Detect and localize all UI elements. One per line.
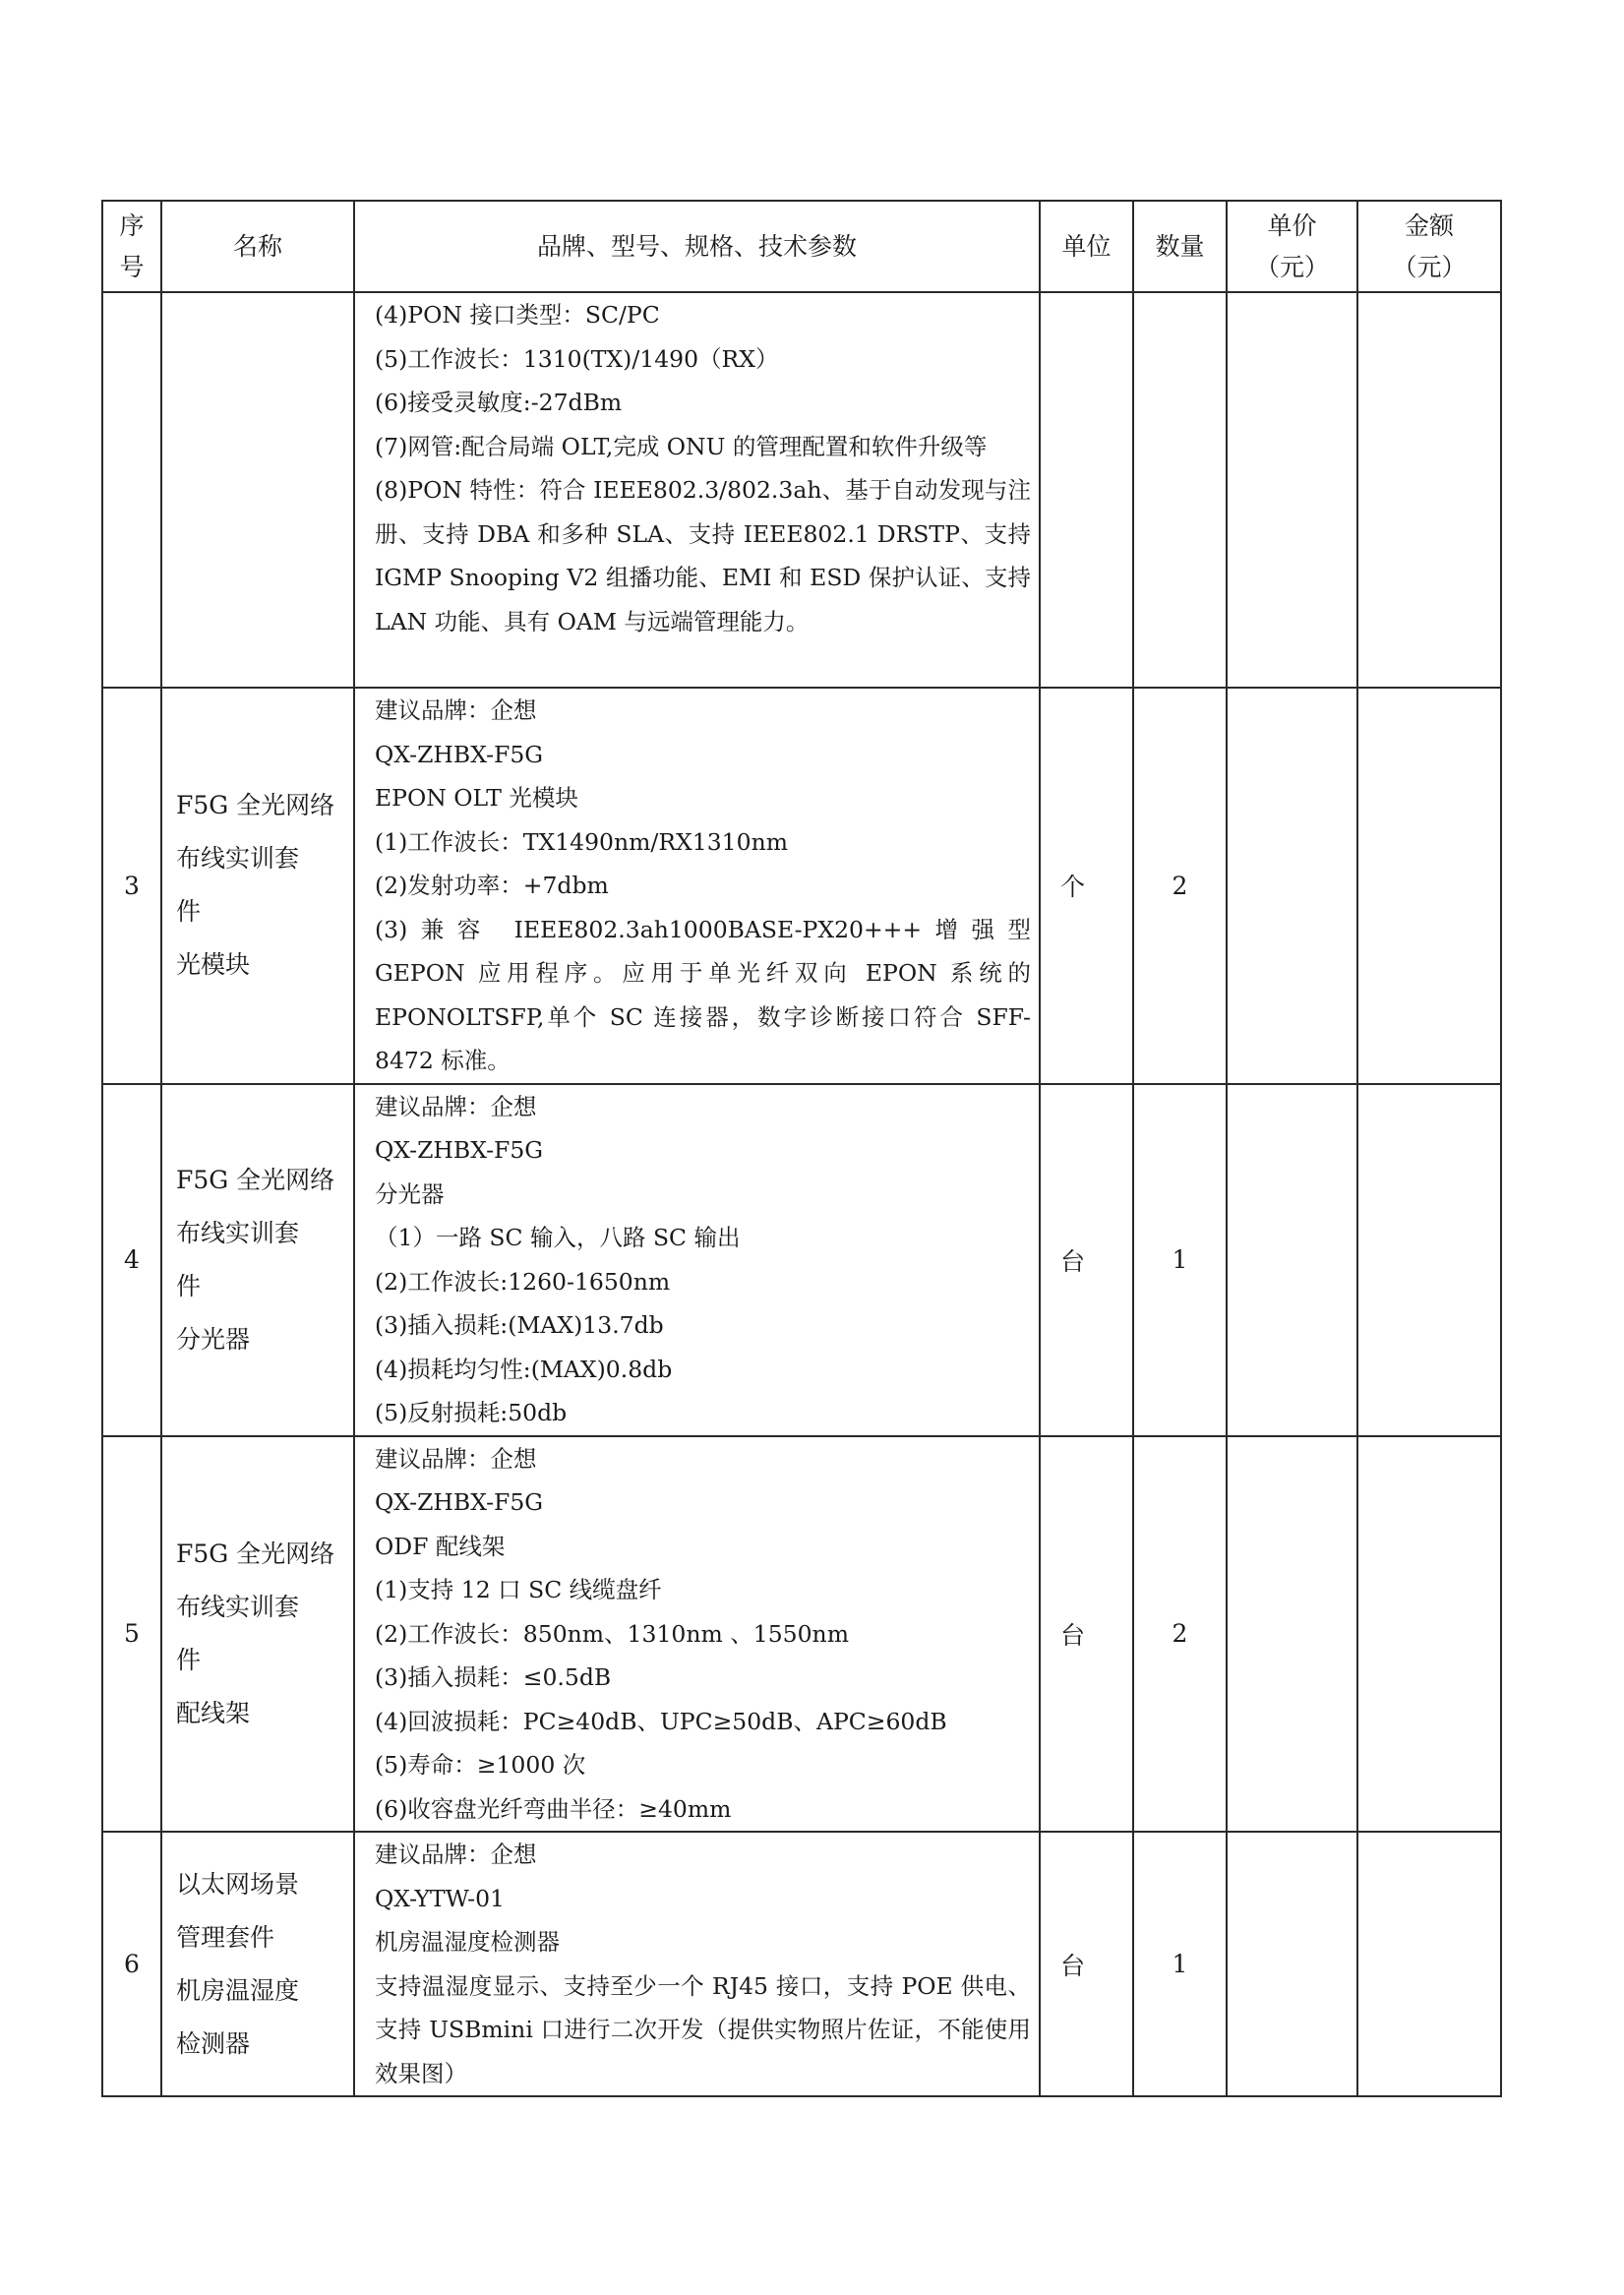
spec-line: 建议品牌：企想 [375,1841,537,1868]
header-seq [102,201,161,292]
name-line: 管理套件 [176,1922,275,1952]
name-line: F5G 全光网络 [176,1539,335,1568]
spec-line: 建议品牌：企想 [375,696,537,724]
table-row [102,1436,1501,1833]
unit-cell: 台 [1040,1084,1133,1436]
name-line: 光模块 [176,950,251,980]
header-amount-line-2: （元） [1392,252,1467,281]
spec-line: (7)网管:配合局端 OLT,完成 ONU 的管理配置和软件升级等 [375,432,988,460]
header-price-line-1: 单价 [1267,211,1317,240]
qty-cell: 2 [1133,1436,1227,1833]
amount-cell [1357,1832,1501,2096]
table-row [102,1832,1501,2096]
unit-cell: 个 [1040,688,1133,1084]
unit-cell [1040,292,1133,688]
spec-line: (3)插入损耗:(MAX)13.7db [375,1311,664,1339]
header-price [1227,201,1357,292]
spec-line: QX-ZHBX-F5G [375,1488,544,1516]
spec-line: QX-ZHBX-F5G [375,740,544,768]
spec-line: (3)插入损耗：≤0.5dB [375,1663,612,1691]
spec-line: QX-ZHBX-F5G [375,1136,544,1164]
name-line: 件 [176,897,202,927]
header-row [102,201,1501,292]
spec-line: QX-YTW-01 [375,1884,505,1912]
amount-cell [1357,1436,1501,1833]
header-qty: 数量 [1133,201,1227,292]
name-line: 检测器 [176,2028,251,2058]
spec-line: (1)支持 12 口 SC 线缆盘纤 [375,1576,662,1603]
name-line: 件 [176,1645,202,1674]
name-line: 配线架 [176,1698,251,1727]
header-seq-line-2: 号 [119,252,145,281]
qty-cell [1133,292,1227,688]
name-cell [161,688,354,1084]
seq-cell: 4 [102,1084,161,1436]
spec-line: (2)工作波长:1260-1650nm [375,1267,671,1296]
header-unit: 单位 [1040,201,1133,292]
qty-cell: 2 [1133,688,1227,1084]
spec-line: (4)回波损耗：PC≥40dB、UPC≥50dB、APC≥60dB [375,1707,947,1735]
spec-line: （1）一路 SC 输入，八路 SC 输出 [375,1224,741,1251]
header-name: 名称 [161,201,354,292]
name-line: 机房温湿度 [176,1975,300,2005]
name-cell [161,1832,354,2096]
spec-line: (4)损耗均匀性:(MAX)0.8db [375,1355,673,1383]
name-line: 以太网场景 [176,1869,300,1899]
header-price-line-2: （元） [1254,252,1329,281]
spec-line: EPON OLT 光模块 [375,784,578,812]
spec-cell [354,688,1040,1084]
spec-line: (1)工作波长：TX1490nm/RX1310nm [375,827,788,856]
name-line: 布线实训套 [176,1218,300,1247]
spec-line: (5)反射损耗:50db [375,1399,568,1426]
header-spec: 品牌、型号、规格、技术参数 [354,201,1040,292]
seq-cell: 6 [102,1832,161,2096]
spec-line: 支持温湿度显示、支持至少一个 RJ45 接口，支持 POE 供电、支持 USBmini 口进行二次开发（提供实物照片佐证，不能使用效果图） [375,1971,1031,2087]
amount-cell [1357,292,1501,688]
header-amount [1357,201,1501,292]
spec-cell [354,1832,1040,2096]
seq-cell: 5 [102,1436,161,1833]
name-cell [161,1436,354,1833]
amount-cell [1357,1084,1501,1436]
price-cell [1227,1436,1357,1833]
table-row [102,688,1501,1084]
name-cell [161,292,354,688]
unit-cell: 台 [1040,1436,1133,1833]
spec-line: (2)工作波长：850nm、1310nm 、1550nm [375,1619,849,1648]
name-cell [161,1084,354,1436]
table-row [102,292,1501,688]
price-cell [1227,1084,1357,1436]
name-line: 布线实训套 [176,1592,300,1621]
name-line: 分光器 [176,1324,251,1354]
qty-cell: 1 [1133,1832,1227,2096]
table-row [102,1084,1501,1436]
spec-cell [354,1436,1040,1833]
amount-cell [1357,688,1501,1084]
spec-cell [354,292,1040,688]
spec-line: ODF 配线架 [375,1532,506,1560]
equipment-spec-table [101,200,1502,2097]
spec-line: (2)发射功率：+7dbm [375,872,609,899]
spec-line: 建议品牌：企想 [375,1092,537,1120]
name-line: F5G 全光网络 [176,1165,335,1194]
name-line: 布线实训套 [176,844,300,874]
price-cell [1227,1832,1357,2096]
spec-line: (4)PON 接口类型：SC/PC [375,301,660,329]
name-line: 件 [176,1271,202,1300]
unit-cell: 台 [1040,1832,1133,2096]
spec-cell [354,1084,1040,1436]
spec-line: 机房温湿度检测器 [375,1928,560,1956]
spec-line: (8)PON 特性：符合 IEEE802.3/802.3ah、基于自动发现与注册、支持 DBA 和多种 SLA、支持 IEEE802.1 DRSTP、支持 IGMP Snooping V2 组播功能、EMI 和 ESD 保护认证、支持 LAN 功能、具有 OAM 与远端管理能力。 [375,476,1031,635]
spec-line: 建议品牌：企想 [375,1444,537,1473]
seq-cell: 3 [102,688,161,1084]
price-cell [1227,688,1357,1084]
spec-line: (6)接受灵敏度:-27dBm [375,389,623,416]
spec-line: (3)兼容 IEEE802.3ah1000BASE-PX20+++增强型 GEPON 应用程序。应用于单光纤双向 EPON 系统的 EPONOLTSFP,单个 SC 连接器，数字诊断接口符合 SFF-8472 标准。 [375,915,1031,1074]
spec-line: (5)工作波长：1310(TX)/1490（RX） [375,344,779,373]
qty-cell: 1 [1133,1084,1227,1436]
price-cell [1227,292,1357,688]
spec-line: (6)收容盘光纤弯曲半径：≥40mm [375,1794,732,1823]
spec-line: (5)寿命：≥1000 次 [375,1751,586,1779]
header-seq-line-1: 序 [119,211,145,240]
name-line: F5G 全光网络 [176,791,335,820]
seq-cell [102,292,161,688]
spec-line: 分光器 [375,1179,445,1208]
header-amount-line-1: 金额 [1404,211,1454,240]
